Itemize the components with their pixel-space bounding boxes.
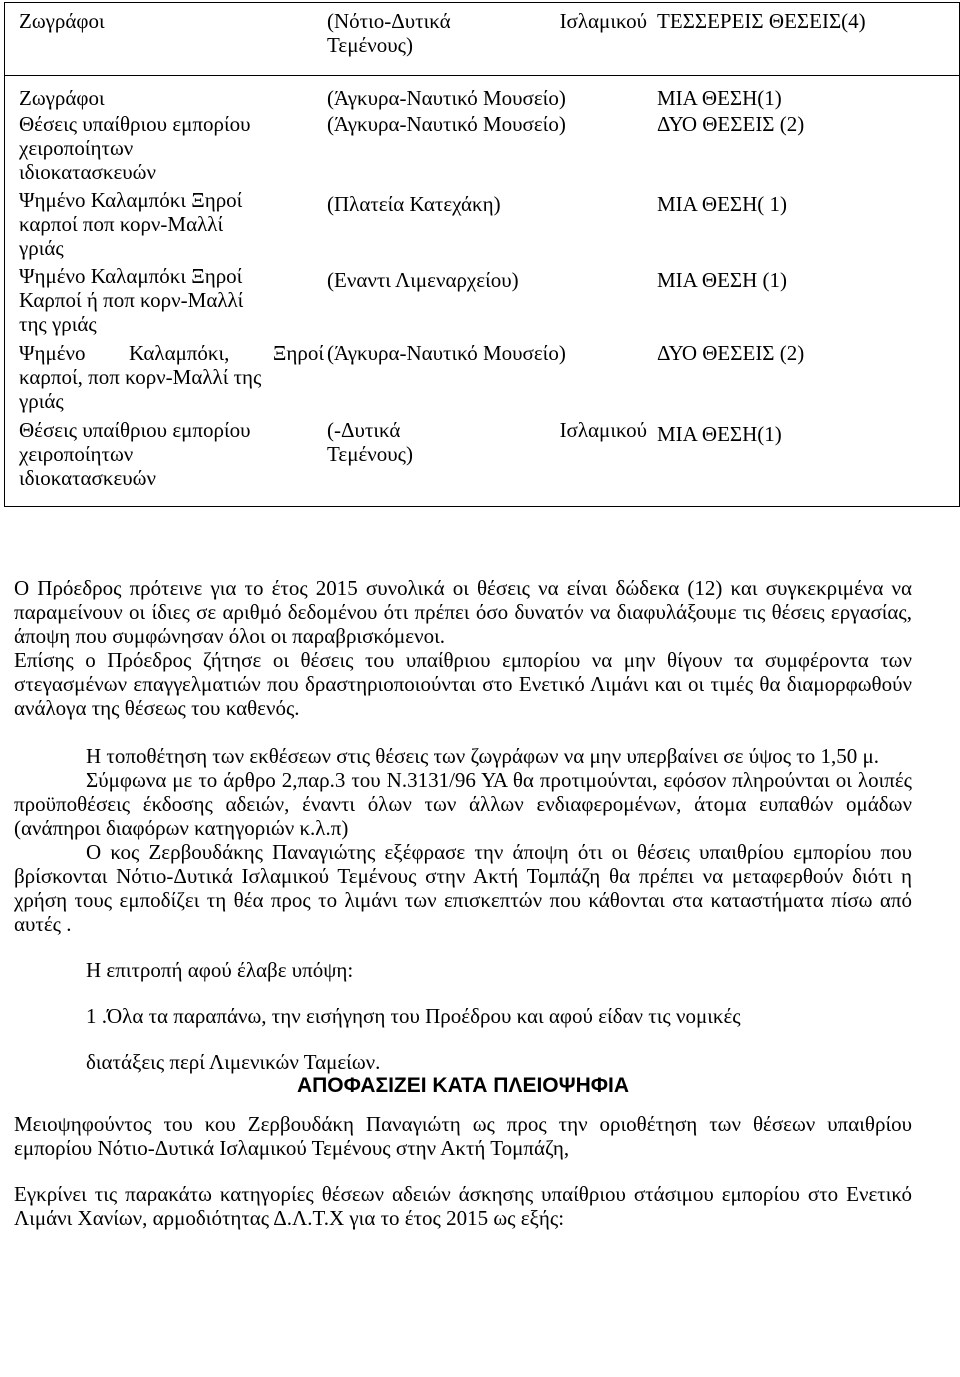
- category-line: της γριάς: [19, 312, 97, 336]
- location-cell: [327, 268, 647, 292]
- paragraph: Η τοποθέτηση των εκθέσεων στις θέσεις των ζωγράφων να μην υπερβαίνει σε ύψος το 1,50 μ.: [86, 744, 879, 768]
- location-cell: [327, 341, 647, 365]
- location-line: (Άγκυρα-Ναυτικό Μουσείο): [327, 112, 566, 136]
- location-part: Τεμένους): [327, 33, 413, 57]
- positions-cell: ΜΙΑ ΘΕΣΗ (1): [657, 268, 788, 292]
- category-cell: Ζωγράφοι: [19, 9, 105, 33]
- category-line: καρποί, ποπ κορν-Μαλλί της: [19, 365, 262, 389]
- location-line: Ισλαμικού: [559, 418, 647, 442]
- category-line: χειροποίητων: [19, 442, 134, 466]
- paragraph: Ο Πρόεδρος πρότεινε για το έτος 2015 συνολικά οι θέσεις να είναι δώδεκα (12) και συγκεκριμένα να παραμείνουν οι ίδιες σε αριθμό δεδομένου ότι πρέπει όσο δυνατόν να διαφυλάξουμε τις θέσεις εργασίας, άποψη που συμφώνησαν όλοι οι παραβρισκόμενοι.: [14, 576, 912, 648]
- category-line: Ψημένο Καλαμπόκι, Ξηροί: [19, 341, 324, 365]
- category-line: καρποί ποπ κορν-Μαλλί: [19, 212, 224, 236]
- location-cell: [327, 86, 647, 110]
- category-cell: [19, 86, 324, 110]
- positions-cell: ΜΙΑ ΘΕΣΗ(1): [657, 422, 782, 446]
- category-line: γριάς: [19, 389, 64, 413]
- positions-cell: ΔΥΟ ΘΕΣΕΙΣ (2): [657, 341, 805, 365]
- category-line: γριάς: [19, 236, 64, 260]
- table-header-row: [4, 2, 960, 75]
- positions-cell: ΜΙΑ ΘΕΣΗ( 1): [657, 192, 788, 216]
- category-cell: [19, 112, 324, 184]
- paragraph: Η επιτροπή αφού έλαβε υπόψη:: [86, 958, 354, 982]
- location-part: Ισλαμικού: [559, 9, 647, 33]
- paragraph: Σύμφωνα με το άρθρο 2,παρ.3 του Ν.3131/96 ΥΑ θα προτιμούνται, εφόσον πληρούνται οι λοιπές προϋποθέσεις έκδοσης αδειών, έναντι όλων των άλλων ενδιαφερομένων, άτομα ευπαθών ομάδων (ανάπηροι διαφόρων κατηγοριών κ.λ.π): [14, 768, 912, 840]
- paragraph: Επίσης ο Πρόεδρος ζήτησε οι θέσεις του υπαίθριου εμπορίου να μην θίγουν τα συμφέροντα των στεγασμένων επαγγελματιών που δραστηριοποιούνται στο Ενετικό Λιμάνι και οι τιμές θα διαμορφωθούν ανάλογα της θέσεως του καθενός.: [14, 648, 912, 720]
- decision-heading: ΑΠΟΦΑΣΙΖΕΙ ΚΑΤΑ ΠΛΕΙΟΨΗΦΙΑ: [296, 1074, 630, 1097]
- location-line: Τεμένους): [327, 442, 413, 466]
- positions-cell: ΤΕΣΣΕΡΕΙΣ ΘΕΣΕΙΣ(4): [657, 9, 866, 33]
- category-line: ιδιοκατασκευών: [19, 160, 156, 184]
- location-cell: [327, 192, 647, 216]
- paragraph: Εγκρίνει τις παρακάτω κατηγορίες θέσεων αδειών άσκησης υπαίθριου στάσιμου εμπορίου στο Ενετικό Λιμάνι Χανίων, αρμοδιότητας Δ.Λ.Τ.Χ για το έτος 2015 ως εξής:: [14, 1182, 912, 1230]
- category-line: Καρποί ή ποπ κορν-Μαλλί: [19, 288, 244, 312]
- location-cell: [327, 418, 647, 466]
- location-part: (Νότιο-Δυτικά: [327, 9, 451, 33]
- category-line: ιδιοκατασκευών: [19, 466, 156, 490]
- category-cell: [19, 188, 324, 260]
- location-line: (Εναντι Λιμεναρχείου): [327, 268, 519, 292]
- paragraph: Μειοψηφούντος του κου Ζερβουδάκη Παναγιώτη ως προς την οριοθέτηση των θέσεων υπαιθρίου εμπορίου Νότιο-Δυτικά Ισλαμικού Τεμένους στην Ακτή Τομπάζη,: [14, 1112, 912, 1160]
- category-line: Ζωγράφοι: [19, 86, 105, 110]
- category-line: Θέσεις υπαίθριου εμπορίου: [19, 112, 251, 136]
- category-cell: [19, 264, 324, 336]
- location-line: (Πλατεία Κατεχάκη): [327, 192, 501, 216]
- category-line: Ψημένο Καλαμπόκι Ξηροί: [19, 188, 243, 212]
- location-cell: [327, 9, 647, 57]
- paragraph: 1 .Όλα τα παραπάνω, την εισήγηση του Προέδρου και αφού είδαν τις νομικές: [86, 1004, 741, 1028]
- positions-cell: ΜΙΑ ΘΕΣΗ(1): [657, 86, 782, 110]
- paragraph: Ο κος Ζερβουδάκης Παναγιώτης εξέφρασε την άποψη ότι οι θέσεις υπαιθρίου εμπορίου που βρίσκονται Νότιο-Δυτικά Ισλαμικού Τεμένους στην Ακτή Τομπάζη θα πρέπει να μεταφερθούν διότι η χρήση τους εμποδίζει τη θέα προς το λιμάνι των επισκεπτών που κάθονται στα καταστήματα πίσω από αυτές .: [14, 840, 912, 936]
- category-cell: [19, 418, 324, 490]
- category-line: Θέσεις υπαίθριου εμπορίου: [19, 418, 251, 442]
- location-line: (Άγκυρα-Ναυτικό Μουσείο): [327, 86, 566, 110]
- location-cell: [327, 112, 647, 136]
- category-line: Ψημένο Καλαμπόκι Ξηροί: [19, 264, 243, 288]
- document-body: [14, 576, 912, 1230]
- table-body: [4, 75, 960, 507]
- location-line: (Άγκυρα-Ναυτικό Μουσείο): [327, 341, 566, 365]
- paragraph: διατάξεις περί Λιμενικών Ταμείων.: [86, 1050, 381, 1074]
- positions-table: [4, 2, 960, 507]
- positions-cell: ΔΥΟ ΘΕΣΕΙΣ (2): [657, 112, 805, 136]
- category-cell: [19, 341, 324, 413]
- category-line: χειροποίητων: [19, 136, 134, 160]
- location-line: (-Δυτικά: [327, 418, 401, 442]
